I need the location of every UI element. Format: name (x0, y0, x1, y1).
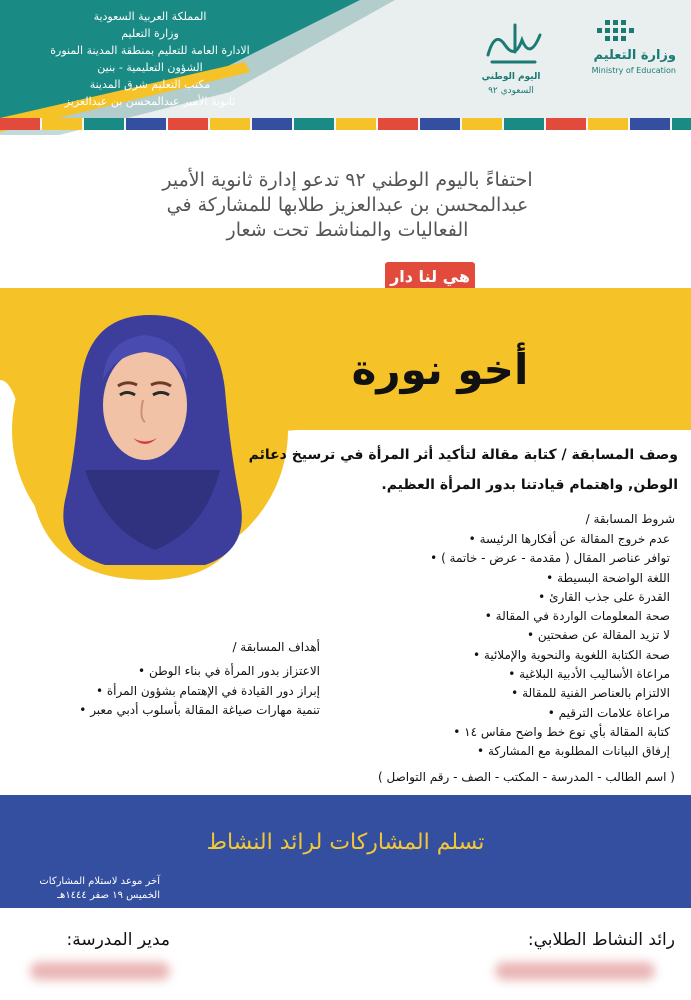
blurred-name (495, 962, 655, 980)
goals-heading: أهداف المسابقة / (232, 640, 320, 654)
list-item: تنمية مهارات صياغة المقالة بأسلوب أدبي معبر • (20, 701, 320, 721)
list-item: إرفاق البيانات المطلوبة مع المشاركة • (300, 742, 670, 761)
list-item: مراعاة الأساليب الأدبية البلاغية • (300, 665, 670, 684)
conditions-footnote: ( اسم الطالب - المدرسة - المكتب - الصف - رقم التواصل ) (378, 770, 675, 784)
list-item: القدرة على جذب القارئ • (300, 588, 670, 607)
header-info-line: ثانوية الأمير عبدالمحسن بن عبدالعزيز (64, 95, 236, 108)
submission-banner-text: تسلم المشاركات لرائد النشاط (206, 830, 485, 855)
national-day-number: السعودي ٩٢ (488, 86, 534, 96)
competition-description: وصف المسابقة / كتابة مقالة لتأكيد أثر المرأة في ترسيخ دعائم الوطن, واهتمام قيادتنا بدور المرأة العظيم. (248, 447, 678, 493)
list-item: توافر عناصر المقال ( مقدمة - عرض - خاتمة ) • (300, 549, 670, 568)
national-day-label: اليوم الوطني (481, 72, 541, 82)
deadline-date: الخميس ١٩ صفر ١٤٤٤هـ (57, 890, 160, 901)
list-item: لا تزيد المقالة عن صفحتين • (300, 626, 670, 645)
blurred-name (30, 962, 170, 980)
ministry-name-en: Ministry of Education (591, 66, 676, 75)
principal-label: مدير المدرسة: (66, 930, 170, 950)
header-info-line: الشؤون التعليمية - بنين (97, 61, 203, 74)
intro-text: احتفاءً باليوم الوطني ٩٢ تدعو إدارة ثانوية الأمير عبدالمحسن بن عبدالعزيز طلابها للمشاركة في الفعاليات والمناشط تحت شعار (162, 169, 533, 241)
activity-leader-label: رائد النشاط الطلابي: (527, 930, 675, 950)
list-item: صحة الكتابة اللغوية والنحوية والإملائية • (300, 646, 670, 665)
slogan-badge: هي لنا دار (385, 262, 475, 292)
list-item: مراعاة علامات الترقيم • (300, 704, 670, 723)
header-info-line: المملكة العربية السعودية (93, 10, 207, 23)
list-item: عدم خروج المقالة عن أفكارها الرئيسة • (300, 530, 670, 549)
conditions-list (300, 530, 670, 762)
deadline-label: آخر موعد لاستلام المشاركات (39, 876, 160, 887)
list-item: الالتزام بالعناصر الفنية للمقالة • (300, 684, 670, 703)
list-item: اللغة الواضحة البسيطة • (300, 569, 670, 588)
header-info-line: مكتب التعليم شرق المدينة (89, 78, 211, 91)
list-item: كتابة المقالة بأي نوع خط واضح مقاس ١٤ • (300, 723, 670, 742)
woman-illustration-icon (45, 300, 255, 570)
header-info (0, 0, 300, 128)
list-item: الاعتزاز بدور المرأة في بناء الوطن • (20, 662, 320, 682)
list-item: إبراز دور القيادة في الإهتمام بشؤون المرأة • (20, 682, 320, 702)
list-item: صحة المعلومات الواردة في المقالة • (300, 607, 670, 626)
header-info-line: وزارة التعليم (121, 27, 179, 40)
competition-title: أخو نورة (351, 345, 529, 394)
goals-list (20, 662, 320, 721)
conditions-heading: شروط المسابقة / (585, 512, 675, 526)
header-info-line: الادارة العامة للتعليم بمنطقة المدينة المنورة (50, 44, 250, 57)
ministry-name-ar: وزارة التعليم (593, 48, 676, 63)
